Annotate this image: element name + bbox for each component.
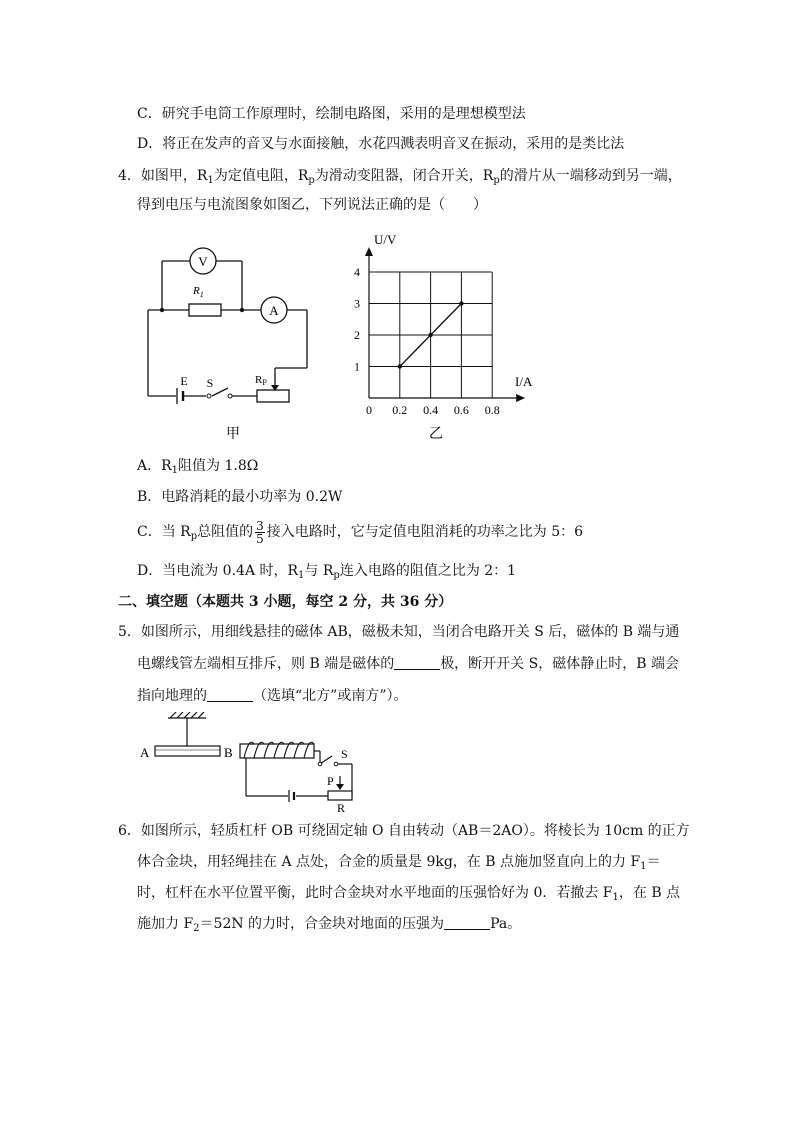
coil-icon [244, 742, 314, 758]
battery-label: E [180, 374, 188, 388]
switch-icon [207, 394, 211, 398]
q6-line1: 6．如图所示，轻质杠杆 OB 可绕固定轴 O 自由转动（AB＝2AO）。将棱长为 10cm 的正方 [118, 823, 690, 839]
slider-arrow-icon [336, 784, 344, 790]
answer-blank[interactable] [394, 655, 440, 670]
figure-yi-label: 乙 [429, 427, 443, 442]
ui-graph-yi [340, 225, 550, 445]
x-tick-label: 0.8 [484, 403, 500, 417]
switch-icon [228, 394, 232, 398]
resistor-r1-label: $R_1$ [193, 285, 204, 299]
resistor-r1 [189, 304, 221, 316]
q4-option-c: C．当 $R_p$总阻值的 $\frac{3}{5}$ 接入电路时，它与定值电阻消耗的功率之比为 5：6 [137, 518, 584, 546]
junction-dot [240, 308, 244, 312]
q6-line2: 体合金块，用轻绳挂在 A 点处，合金的质量是 9kg，在 B 点施加竖直向上的力 $F_1=$ [137, 854, 661, 872]
q4-stem-line2: 得到电压与电流图象如图乙，下列说法正确的是（ ） [137, 197, 487, 213]
switch-icon [334, 762, 338, 766]
q6-line4: 施加力 $F_2=52N$ 的力时，合金块对地面的压强为 Pa。 [137, 916, 522, 934]
q4-option-a: A．$R_1$阻值为 1.8Ω [137, 458, 259, 476]
y-tick-label: 2 [354, 328, 360, 342]
fraction-three-fifths: $\frac{3}{5}$ [256, 518, 264, 546]
solenoid-diagram [135, 712, 365, 817]
q5-line1: 5．如图所示，用细线悬挂的磁体 AB，磁极未知，当闭合电路开关 S 后，磁体的 B 端与通 [118, 624, 680, 640]
y-tick-label: 4 [354, 265, 360, 279]
figure-jia-label: 甲 [226, 427, 240, 442]
q4-option-d: D．当电流为 0.4A 时，$R_1$与 $R_p$连入电路的阻值之比为 2：1 [137, 563, 517, 581]
voltmeter-label: V [198, 254, 208, 269]
data-point [428, 333, 432, 337]
x-tick-label: 0.6 [453, 403, 469, 417]
answer-blank[interactable] [207, 687, 253, 702]
answer-blank[interactable] [444, 915, 490, 930]
y-axis-label: U/V [374, 232, 397, 247]
slider-label: P [327, 774, 334, 788]
magnet-end-b: B [224, 745, 233, 760]
section-title: 二、填空题（本题共 3 小题，每空 2 分，共 36 分） [118, 594, 453, 610]
x-tick-label: 0.4 [423, 403, 439, 417]
x-axis-label: I/A [515, 374, 533, 389]
switch-label: S [206, 376, 214, 390]
y-axis-arrow-icon [365, 247, 373, 256]
data-point [459, 301, 463, 305]
x-axis-arrow-icon [516, 394, 525, 402]
ammeter-label: A [269, 303, 279, 318]
q4-option-b: B．电路消耗的最小功率为 0.2W [137, 489, 343, 505]
rheostat-rp [257, 390, 289, 402]
switch-icon [318, 762, 322, 766]
rheostat-r [328, 791, 352, 800]
q5-line3: 指向地理的 （选填“北方”或南方”）。 [137, 688, 408, 704]
data-point [398, 364, 402, 368]
q5-line2: 电螺线管左端相互排斥，则 B 端是磁体的 极，断开开关 S，磁体静止时，B 端会 [137, 656, 679, 672]
magnet-end-a: A [140, 745, 150, 760]
circuit-diagram-jia [140, 240, 320, 445]
y-tick-label: 1 [354, 359, 360, 374]
q4-stem-line1: 4．如图甲，$R_1$为定值电阻，$R_p$为滑动变阻器，闭合开关，$R_p$的滑片从一端移动到另一端， [118, 168, 682, 186]
switch-label: S [341, 747, 348, 761]
junction-dot [160, 308, 164, 312]
q6-line3: 时，杠杆在水平位置平衡，此时合金块对水平地面的压强恰好为 0．若撤去 $F_1$，在 B 点 [137, 885, 681, 903]
y-tick-label: 3 [354, 296, 360, 311]
rheostat-label: R [337, 801, 346, 815]
rheostat-label: RP [255, 374, 267, 387]
x-tick-label: 0 [366, 403, 372, 417]
x-tick-label: 0.2 [392, 403, 408, 417]
prev-option-d: D．将正在发声的音叉与水面接触，水花四溅表明音叉在振动，采用的是类比法 [137, 136, 625, 152]
prev-option-c: C．研究手电筒工作原理时，绘制电路图，采用的是理想模型法 [137, 106, 526, 122]
